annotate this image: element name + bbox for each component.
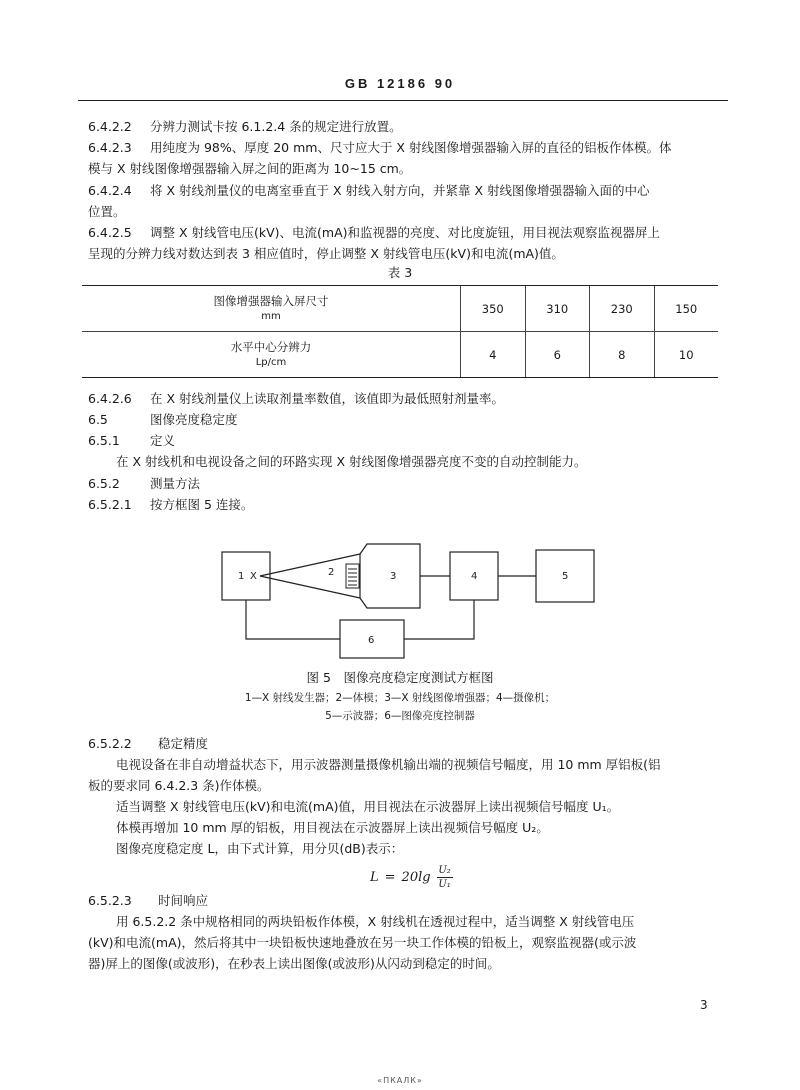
clause-6-4-2-2 bbox=[88, 118, 402, 135]
paragraph-line: 电视设备在非自动增益状态下，用示波器测量摄像机输出端的视频信号幅度，用 10 mm 厚铝板(铝 bbox=[116, 757, 661, 772]
clause-text: 在 X 射线剂量仪上读取剂量率数值，该值即为最低照射剂量率。 bbox=[150, 391, 505, 406]
clause-6-4-2-3-cont: 模与 X 射线图像增强器输入屏之间的距离为 10~15 cm。 bbox=[88, 161, 412, 176]
clause-6-5-2-1 bbox=[88, 496, 253, 513]
paragraph-line: 器)屏上的图像(或波形)，在秒表上读出图像(或波形)从闪动到稳定的时间。 bbox=[88, 956, 500, 971]
definition-text: 在 X 射线机和电视设备之间的环路实现 X 射线图像增强器亮度不变的自动控制能力。 bbox=[116, 454, 587, 469]
paragraph-line: 用 6.5.2.2 条中规格相同的两块铅板作体模，X 射线机在透视过程中，适当调整 X 射线管电压 bbox=[116, 914, 635, 929]
section-number: 6.5 bbox=[88, 412, 108, 427]
x-source-mark: X bbox=[250, 571, 257, 582]
formula-lhs: L bbox=[370, 870, 379, 885]
clause-6-5-2-3 bbox=[88, 892, 208, 909]
table-row bbox=[82, 286, 718, 331]
block-label: 6 bbox=[368, 635, 375, 646]
clause-6-4-2-5 bbox=[88, 224, 660, 241]
row-label: 图像增强器输入屏尺寸 bbox=[213, 293, 329, 308]
clause-text: 将 X 射线剂量仪的电离室垂直于 X 射线入射方向，并紧靠 X 射线图像增强器输入面的中心 bbox=[150, 183, 650, 198]
clause-title: 时间响应 bbox=[158, 893, 209, 908]
row-unit: mm bbox=[261, 310, 281, 322]
stability-formula bbox=[370, 865, 453, 890]
figure-legend-line: 5—示波器；6—图像亮度控制器 bbox=[325, 710, 475, 722]
clause-number: 6.4.2.2 bbox=[88, 119, 132, 134]
table-cell: 8 bbox=[589, 332, 654, 377]
clause-text: 分辨力测试卡按 6.1.2.4 条的规定进行放置。 bbox=[150, 119, 402, 134]
footer-mark: «ПКАЛК» bbox=[377, 1076, 423, 1085]
table-row bbox=[82, 331, 718, 377]
clause-6-4-2-4 bbox=[88, 182, 650, 199]
table-cell: 350 bbox=[481, 301, 504, 316]
figure-legend-line: 1—X 射线发生器；2—体模；3—X 射线图像增强器；4—摄像机； bbox=[244, 692, 556, 704]
table-caption: 表 3 bbox=[387, 265, 413, 280]
link-1-6 bbox=[246, 600, 340, 639]
row-header bbox=[82, 286, 461, 331]
block-label: 2 bbox=[328, 567, 335, 578]
clause-6-4-2-4-cont: 位置。 bbox=[88, 204, 126, 219]
block-label: 1 bbox=[238, 571, 245, 582]
clause-number: 6.5.2.2 bbox=[88, 736, 132, 751]
section-6-5-2 bbox=[88, 475, 200, 492]
table-cell: 6 bbox=[525, 332, 590, 377]
figure-caption: 图 5 图像亮度稳定度测试方框图 bbox=[306, 670, 494, 685]
clause-text: 用纯度为 98%、厚度 20 mm、尺寸应大于 X 射线图像增强器输入屏的直径的铝板作体模。体 bbox=[150, 140, 672, 155]
formula-function: 20lg bbox=[401, 870, 431, 885]
clause-6-5-2-2 bbox=[88, 735, 208, 752]
clause-text: 调整 X 射线管电压(kV)、电流(mA)和监视器的亮度、对比度旋钮，用目视法观察监视器屏上 bbox=[150, 225, 661, 240]
phantom-block bbox=[346, 564, 359, 588]
page-number: 3 bbox=[700, 998, 708, 1012]
formula-fraction bbox=[437, 865, 453, 890]
table-cell: 310 bbox=[525, 286, 590, 331]
paragraph-line: 图像亮度稳定度 L，由下式计算，用分贝(dB)表示： bbox=[116, 841, 404, 856]
row-label: 水平中心分辨力 bbox=[230, 339, 312, 354]
block-label: 4 bbox=[471, 571, 478, 582]
section-number: 6.5.2 bbox=[88, 476, 120, 491]
clause-6-4-2-6 bbox=[88, 390, 504, 407]
section-title: 定义 bbox=[150, 433, 176, 448]
row-unit: Lp/cm bbox=[255, 356, 287, 368]
paragraph-line: 体模再增加 10 mm 厚的铝板，用目视法在示波器屏上读出视频信号幅度 U₂。 bbox=[116, 820, 549, 835]
clause-6-4-2-5-cont: 呈现的分辨力线对数达到表 3 相应值时，停止调整 X 射线管电压(kV)和电流(mA)值。 bbox=[88, 246, 564, 261]
header-rule bbox=[78, 100, 728, 101]
table-3 bbox=[82, 285, 718, 378]
clause-6-4-2-3 bbox=[88, 139, 671, 156]
formula-equals: = bbox=[384, 870, 396, 885]
clause-text: 按方框图 5 连接。 bbox=[150, 497, 254, 512]
block-label: 3 bbox=[390, 571, 397, 582]
clause-number: 6.4.2.3 bbox=[88, 140, 132, 155]
link-6-4 bbox=[404, 600, 474, 639]
paragraph-line: (kV)和电流(mA)，然后将其中一块铅板快速地叠放在另一块工作体模的铅板上，观察监视器(或示波 bbox=[88, 935, 637, 950]
formula-denominator: U₁ bbox=[438, 879, 451, 890]
clause-number: 6.4.2.5 bbox=[88, 225, 132, 240]
beam-upper bbox=[260, 554, 360, 576]
section-title: 测量方法 bbox=[150, 476, 201, 491]
formula-numerator: U₂ bbox=[438, 865, 451, 876]
clause-number: 6.5.2.3 bbox=[88, 893, 132, 908]
paragraph-line: 适当调整 X 射线管电压(kV)和电流(mA)值，用目视法在示波器屏上读出视频信号幅度 U₁。 bbox=[116, 799, 620, 814]
section-6-5-1 bbox=[88, 432, 175, 449]
beam-lower bbox=[260, 576, 360, 598]
section-6-5 bbox=[88, 411, 238, 428]
table-cell: 150 bbox=[654, 286, 719, 331]
clause-number: 6.4.2.6 bbox=[88, 391, 132, 406]
section-number: 6.5.1 bbox=[88, 433, 120, 448]
clause-number: 6.5.2.1 bbox=[88, 497, 132, 512]
block-diagram bbox=[212, 542, 622, 666]
table-cell: 4 bbox=[489, 347, 497, 362]
table-cell: 10 bbox=[654, 332, 719, 377]
standard-code: GB 12186 90 bbox=[344, 76, 456, 91]
paragraph-line: 板的要求同 6.4.2.3 条)作体模。 bbox=[88, 778, 270, 793]
clause-number: 6.4.2.4 bbox=[88, 183, 132, 198]
block-x-ray-generator bbox=[222, 552, 270, 600]
clause-title: 稳定精度 bbox=[158, 736, 209, 751]
fraction-bar bbox=[437, 877, 453, 878]
row-header bbox=[82, 332, 461, 377]
section-title: 图像亮度稳定度 bbox=[150, 412, 238, 427]
table-cell: 230 bbox=[589, 286, 654, 331]
block-label: 5 bbox=[562, 571, 569, 582]
